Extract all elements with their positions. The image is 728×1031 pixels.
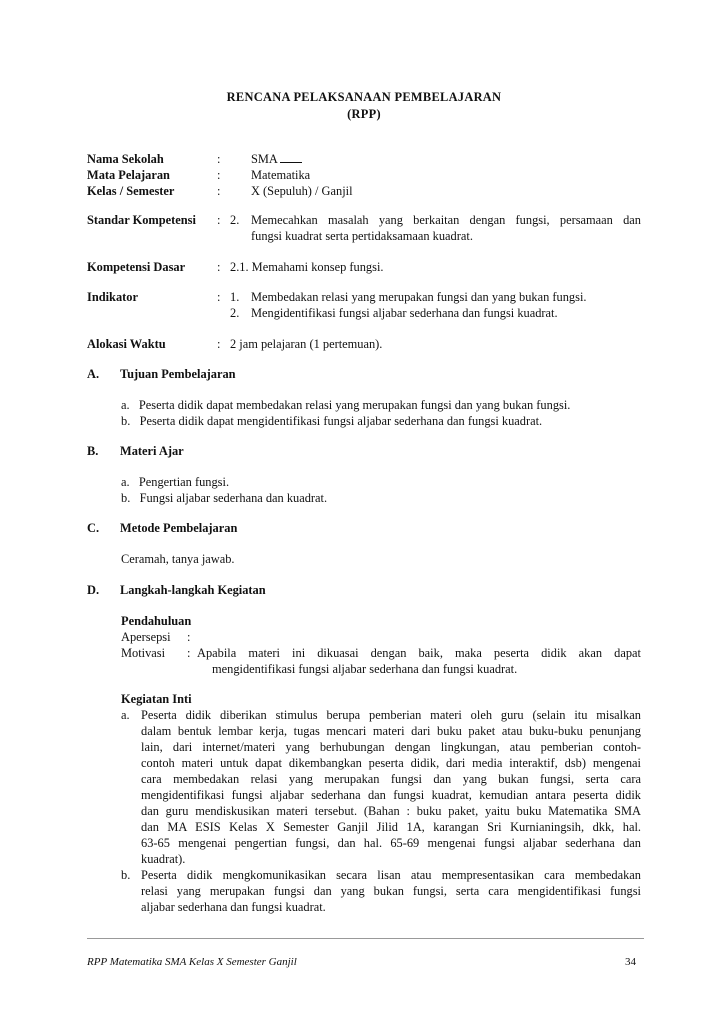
motivasi-label: Motivasi <box>121 646 166 660</box>
motivasi-line-2: mengidentifikasi fungsi aljabar sederhana dan fungsi kuadrat. <box>212 662 518 676</box>
inti-heading: Kegiatan Inti <box>121 692 192 706</box>
standar-line-2: fungsi kuadrat serta pertidaksamaan kuadrat. <box>251 229 473 243</box>
inti-b-line: aljabar sederhana dan fungsi kuadrat. <box>141 900 326 914</box>
blank-line <box>280 152 302 163</box>
alokasi-value: 2 jam pelajaran (1 pertemuan). <box>230 337 383 351</box>
section-b-title: Materi Ajar <box>120 444 184 458</box>
kompetensi-label: Kompetensi Dasar <box>87 260 186 274</box>
inti-b-line: relasi yang merupakan fungsi dan yang bukan fungsi, serta cara mengidentifikasi fungsi <box>141 884 641 898</box>
school-value: SMA <box>251 152 302 167</box>
document-subtitle: (RPP) <box>347 107 381 121</box>
inti-b-line: Peserta didik mengkomunikasikan secara lisan atau mempresentasikan cara membedakan <box>141 868 641 882</box>
page-number: 34 <box>625 956 636 968</box>
colon: : <box>217 260 221 274</box>
inti-a-line: lain, dari internet/materi yang berhubungan dengan lingkungan, atau pemberian contoh- <box>141 740 641 754</box>
subject-value: Matematika <box>251 168 311 182</box>
indikator-item-2: Mengidentifikasi fungsi aljabar sederhana dan fungsi kuadrat. <box>251 306 558 320</box>
section-d-title: Langkah-langkah Kegiatan <box>120 583 266 597</box>
document-title: RENCANA PELAKSANAAN PEMBELAJARAN <box>226 90 502 104</box>
standar-line-1: Memecahkan masalah yang berkaitan dengan fungsi, persamaan dan <box>251 213 641 227</box>
standar-label: Standar Kompetensi <box>87 213 196 227</box>
section-a-letter: A. <box>87 367 100 381</box>
inti-a-line: dalam bentuk lembar kerja, tugas mencari materi dari buku paket atau buku-buku penunjang <box>141 724 641 738</box>
colon: : <box>217 184 221 198</box>
class-value: X (Sepuluh) / Ganjil <box>251 184 353 198</box>
section-c-letter: C. <box>87 521 100 535</box>
section-c-text: Ceramah, tanya jawab. <box>121 552 235 566</box>
inti-a-line: cara membedakan relasi yang merupakan fungsi dan yang bukan fungsi, serta cara <box>141 772 641 786</box>
colon: : <box>217 213 221 227</box>
inti-b-letter: b. <box>121 868 131 882</box>
indikator-label: Indikator <box>87 290 138 304</box>
colon: : <box>217 168 221 182</box>
section-a-item-a: a. Peserta didik dapat membedakan relasi yang merupakan fungsi dan yang bukan fungsi. <box>121 398 571 412</box>
footer-divider <box>87 938 644 939</box>
colon: : <box>217 152 221 166</box>
section-a-item-b: b. Peserta didik dapat mengidentifikasi fungsi aljabar sederhana dan fungsi kuadrat. <box>121 414 543 428</box>
inti-a-line: Peserta didik diberikan stimulus berupa pemberian materi oleh guru (selain itu misalkan <box>141 708 641 722</box>
inti-a-letter: a. <box>121 708 130 722</box>
colon: : <box>217 337 221 351</box>
school-label: Nama Sekolah <box>87 152 164 166</box>
standar-number: 2. <box>230 213 240 227</box>
footer-text: RPP Matematika SMA Kelas X Semester Ganjil <box>87 956 297 968</box>
indikator-number-1: 1. <box>230 290 240 304</box>
inti-a-line: dan MA ESIS Kelas X Semester Ganjil Jilid 1A, karangan Sri Kurnianingsih, dkk, hal. <box>141 820 641 834</box>
section-b-item-b: b. Fungsi aljabar sederhana dan kuadrat. <box>121 491 328 505</box>
section-a-title: Tujuan Pembelajaran <box>120 367 236 381</box>
subject-label: Mata Pelajaran <box>87 168 170 182</box>
pendahuluan-heading: Pendahuluan <box>121 614 192 628</box>
motivasi-line-1: Apabila materi ini dikuasai dengan baik, maka peserta didik akan dapat <box>197 646 641 660</box>
inti-a-line: 63-65 mengenai pengertian fungsi, dan hal. 65-69 mengenai fungsi aljabar sederhana dan <box>141 836 641 850</box>
section-c-title: Metode Pembelajaran <box>120 521 238 535</box>
colon: : <box>187 630 191 644</box>
section-b-letter: B. <box>87 444 99 458</box>
kompetensi-value: 2.1. Memahami konsep fungsi. <box>230 260 384 274</box>
inti-a-line: dan guru mendiskusikan materi tersebut. (Bahan : buku paket, yaitu buku Matematika SMA <box>141 804 641 818</box>
apersepsi-label: Apersepsi <box>121 630 171 644</box>
colon: : <box>187 646 191 660</box>
section-d-letter: D. <box>87 583 100 597</box>
class-label: Kelas / Semester <box>87 184 175 198</box>
section-b-item-a: a. Pengertian fungsi. <box>121 475 230 489</box>
inti-a-line: contoh materi untuk dapat dikembangkan peserta didik, dari media interaktif, dsb) mengenai <box>141 756 641 770</box>
inti-a-line: kuadrat). <box>141 852 186 866</box>
indikator-item-1: Membedakan relasi yang merupakan fungsi dan yang bukan fungsi. <box>251 290 587 304</box>
colon: : <box>217 290 221 304</box>
alokasi-label: Alokasi Waktu <box>87 337 166 351</box>
indikator-number-2: 2. <box>230 306 240 320</box>
inti-a-line: mengidentifikasi fungsi aljabar sederhana dan fungsi kuadrat, kemudian antara peserta didik <box>141 788 641 802</box>
